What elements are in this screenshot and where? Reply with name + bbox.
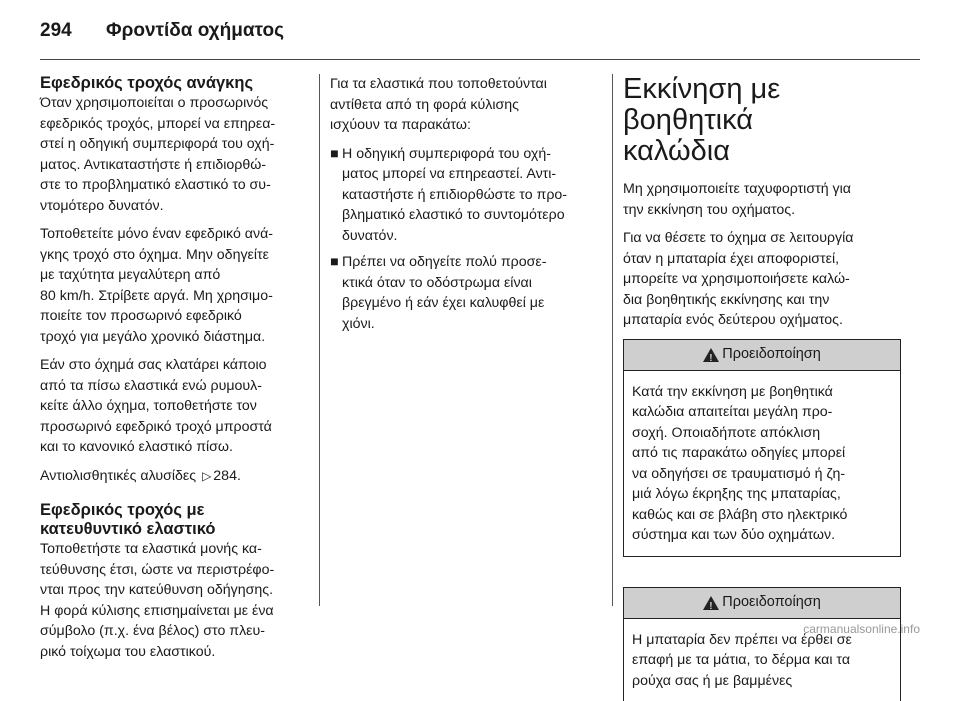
reference-text: Αντιολισθητικές αλυσίδες <box>40 468 196 484</box>
page-title: Φροντίδα οχήματος <box>106 20 284 42</box>
page-reference-link[interactable]: 284. <box>213 468 241 484</box>
bullet-icon: ■ <box>330 252 342 334</box>
text-line: σύστημα και των δύο οχημάτων. <box>632 525 892 546</box>
column-left <box>40 74 308 670</box>
text-line: Μη χρησιμοποιείτε ταχυφορτιστή για <box>623 179 901 200</box>
watermark: carmanualsonline.info <box>803 622 920 636</box>
text-line: τροχό για μεγάλο χρονικό διάστημα. <box>40 327 308 348</box>
text-line: να οδηγήσει σε τραυματισμό ή ζη- <box>632 464 892 485</box>
text-line: καλώδια απαιτείται μεγάλη προ- <box>632 402 892 423</box>
column-middle <box>330 74 600 340</box>
header-rule <box>40 59 920 60</box>
text-line: με ταχύτητα μεγαλύτερη από <box>40 265 308 286</box>
heading-line: κατευθυντικό ελαστικό <box>40 520 308 539</box>
text-line: ρούχα σας ή με βαμμένες <box>632 671 892 692</box>
cross-reference <box>40 466 308 487</box>
text-line: κτικά όταν το οδόστρωμα είναι <box>342 273 546 294</box>
text-line: ποιείτε τον προσωρινό εφεδρικό <box>40 306 308 327</box>
text-line: γκης τροχό στο όχημα. Μην οδηγείτε <box>40 245 308 266</box>
text-line: Κατά την εκκίνηση με βοηθητικά <box>632 382 892 403</box>
chapter-heading <box>623 74 901 167</box>
text-line: ρικό τοίχωμα του ελαστικού. <box>40 642 308 663</box>
paragraph <box>40 355 308 458</box>
column-divider <box>319 74 320 606</box>
text-line: Τοποθετήστε τα ελαστικά μονής κα- <box>40 539 308 560</box>
text-line: δυνατόν. <box>342 226 567 247</box>
text-line: Η οδηγική συμπεριφορά του οχή- <box>342 144 567 165</box>
text-line: την εκκίνηση του οχήματος. <box>623 200 901 221</box>
page-number: 294 <box>40 20 106 42</box>
text-line: δια βοηθητικής εκκίνησης και την <box>623 290 901 311</box>
text-line: ντομότερο δυνατόν. <box>40 196 308 217</box>
text-line: Όταν χρησιμοποιείται ο προσωρινός <box>40 93 308 114</box>
warning-header <box>624 588 900 619</box>
warning-body <box>624 371 900 556</box>
warning-box <box>623 587 901 701</box>
text-line: μπαταρία ενός δεύτερου οχήματος. <box>623 310 901 331</box>
text-line: στε το προβληματικό ελαστικό το συ- <box>40 175 308 196</box>
text-line: όταν η μπαταρία έχει αποφοριστεί, <box>623 249 901 270</box>
text-line: σοχή. Οποιαδήποτε απόκλιση <box>632 423 892 444</box>
paragraph <box>40 539 308 662</box>
heading-line: Εφεδρικός τροχός με <box>40 501 308 520</box>
list-item <box>330 144 600 247</box>
text-line: ματος. Αντικαταστήστε ή επιδιορθώ- <box>40 155 308 176</box>
text-line: ματος μπορεί να επηρεαστεί. Αντι- <box>342 164 567 185</box>
text-line: καταστήστε ή επιδιορθώστε το προ- <box>342 185 567 206</box>
warning-title: Προειδοποίηση <box>722 344 821 365</box>
paragraph <box>623 228 901 331</box>
text-line: Για τα ελαστικά που τοποθετούνται <box>330 74 600 95</box>
warning-title: Προειδοποίηση <box>722 592 821 613</box>
text-line: Η φορά κύλισης επισημαίνεται με ένα <box>40 601 308 622</box>
warning-header <box>624 340 900 371</box>
heading-line: καλώδια <box>623 136 901 167</box>
column-divider <box>612 74 613 606</box>
text-line: Εάν στο όχημά σας κλατάρει κάποιο <box>40 355 308 376</box>
text-line: επαφή με τα μάτια, το δέρμα και τα <box>632 650 892 671</box>
text-line: νται προς την κατεύθυνση οδήγησης. <box>40 580 308 601</box>
text-line: Τοποθετείτε μόνο έναν εφεδρικό ανά- <box>40 224 308 245</box>
text-line: καθώς και σε βλάβη στο ηλεκτρικό <box>632 505 892 526</box>
heading-line: Εκκίνηση με βοηθητικά <box>623 74 901 136</box>
paragraph <box>623 179 901 220</box>
text-line: βληματικό ελαστικό το συντομότερο <box>342 205 567 226</box>
column-right <box>623 74 901 701</box>
text-line: Η μπαταρία δεν πρέπει να έρθει σε <box>632 630 892 651</box>
text-line: Για να θέσετε το όχημα σε λειτουργία <box>623 228 901 249</box>
text-line: σύμβολο (π.χ. ένα βέλος) στο πλευ- <box>40 621 308 642</box>
text-line: κείτε άλλο όχημα, τοποθετήστε τον <box>40 396 308 417</box>
text-line: τεύθυνσης έτσι, ώστε να περιστρέφο- <box>40 560 308 581</box>
paragraph <box>40 93 308 216</box>
warning-triangle-icon <box>703 348 719 362</box>
warning-triangle-icon <box>703 596 719 610</box>
text-line: από τις παρακάτω οδηγίες μπορεί <box>632 443 892 464</box>
text-line: μιά λόγω έκρηξης της μπαταρίας, <box>632 484 892 505</box>
text-line: 80 km/h. Στρίβετε αργά. Μη χρησιμο- <box>40 286 308 307</box>
list-item <box>330 252 600 334</box>
text-line: μπορείτε να χρησιμοποιήσετε καλώ- <box>623 269 901 290</box>
page-header <box>40 20 284 50</box>
warning-box <box>623 339 901 557</box>
text-line: και το κανονικό ελαστικό πίσω. <box>40 437 308 458</box>
paragraph <box>330 74 600 136</box>
section-heading: Εφεδρικός τροχός ανάγκης <box>40 74 308 93</box>
text-line: προσωρινό εφεδρικό τροχό μπροστά <box>40 417 308 438</box>
text-line: από τα πίσω ελαστικά ενώ ρυμουλ- <box>40 376 308 397</box>
text-line: εφεδρικός τροχός, μπορεί να επηρεα- <box>40 114 308 135</box>
text-line: χιόνι. <box>342 314 546 335</box>
text-line: στεί η οδηγική συμπεριφορά του οχή- <box>40 134 308 155</box>
text-line: αντίθετα από τη φορά κύλισης <box>330 95 600 116</box>
text-line: Πρέπει να οδηγείτε πολύ προσε- <box>342 252 546 273</box>
page-reference-arrow-icon: ▷ <box>202 466 211 487</box>
bullet-icon: ■ <box>330 144 342 247</box>
text-line: βρεγμένο ή εάν έχει καλυφθεί με <box>342 293 546 314</box>
text-line: ισχύουν τα παρακάτω: <box>330 115 600 136</box>
section-heading <box>40 501 308 539</box>
paragraph <box>40 224 308 347</box>
